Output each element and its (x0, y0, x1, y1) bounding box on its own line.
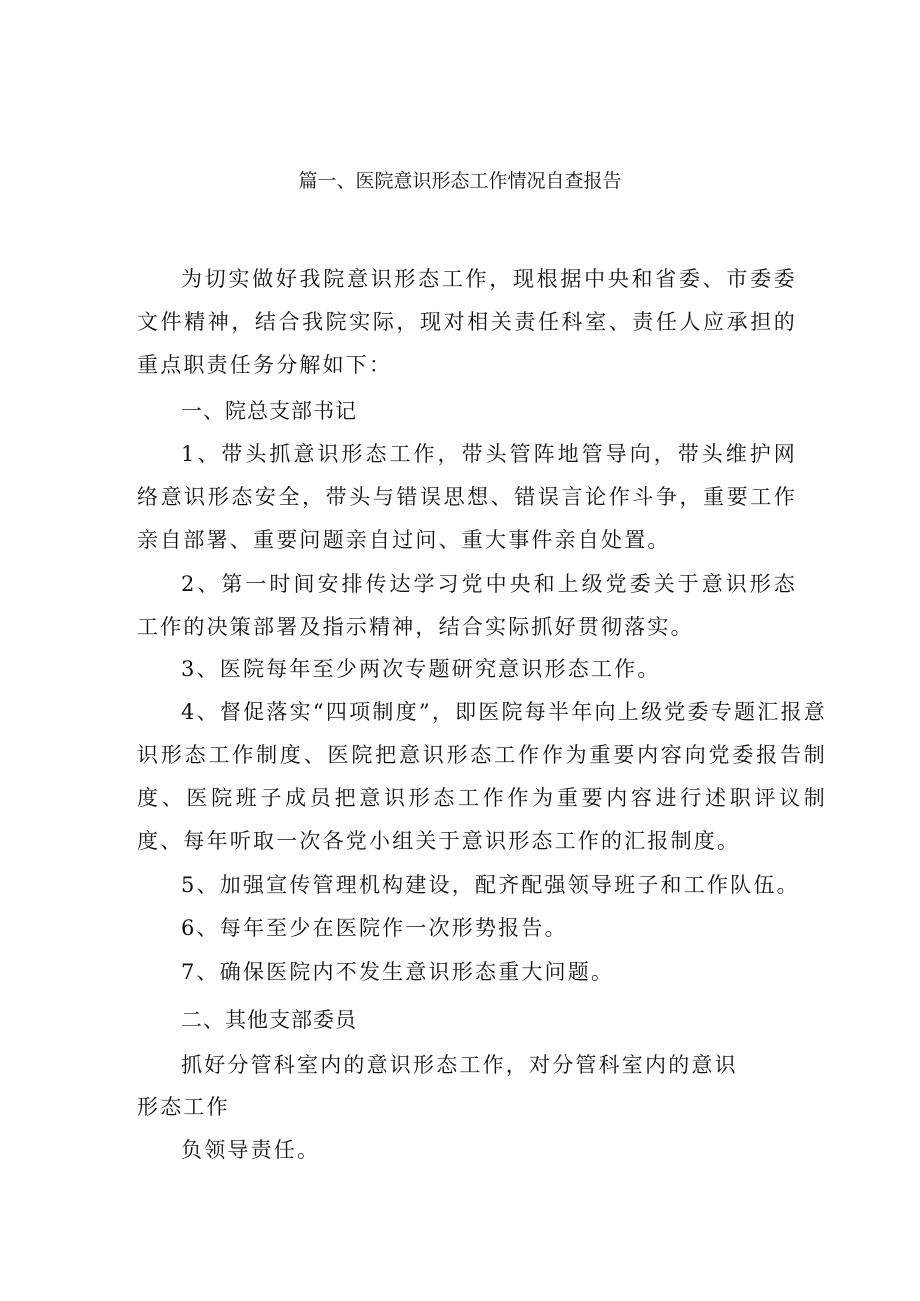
section2-line-2: 形态工作 (137, 1095, 230, 1119)
section-heading-2: 二、其他支部委员 (181, 1008, 357, 1032)
list-item-7: 7、确保医院内不发生意识形态重大问题。 (181, 960, 615, 984)
intro-paragraph: 为切实做好我院意识形态工作，现根据中央和省委、市委委文件精神，结合我院实际，现对相关责任科室、责任人应承担的重点职责任务分解如下： (137, 267, 797, 377)
list-item-5: 5、加强宣传管理机构建设，配齐配强领导班子和工作队伍。 (181, 873, 800, 897)
section-heading-1: 一、院总支部书记 (181, 399, 357, 423)
list-item-6: 6、每年至少在医院作一次形势报告。 (181, 916, 568, 940)
list-item-2: 2、第一时间安排传达学习党中央和上级党委关于意识形态工作的决策部署及指示精神，结合实际抓好贯彻落实。 (137, 572, 797, 639)
section2-line-1: 抓好分管科室内的意识形态工作，对分管科室内的意识 (181, 1053, 738, 1077)
list-item-3: 3、医院每年至少两次专题研究意识形态工作。 (181, 657, 661, 681)
list-item-1: 1、带头抓意识形态工作，带头管阵地管导向，带头维护网络意识形态安全，带头与错误思想、错误言论作斗争，重要工作亲自部署、重要问题亲自过问、重大事件亲自处置。 (137, 442, 797, 552)
list-item-4: 4、督促落实“四项制度”，即医院每半年向上级党委专题汇报意识形态工作制度、医院把意识形态工作作为重要内容向党委报告制度、医院班子成员把意识形态工作作为重要内容进行述职评议制度、每年听取一次各党小组关于意识形态工作的汇报制度。 (137, 700, 827, 853)
section2-line-3: 负领导责任。 (181, 1138, 321, 1162)
document-title: 篇一、医院意识形态工作情况自查报告 (298, 170, 622, 192)
